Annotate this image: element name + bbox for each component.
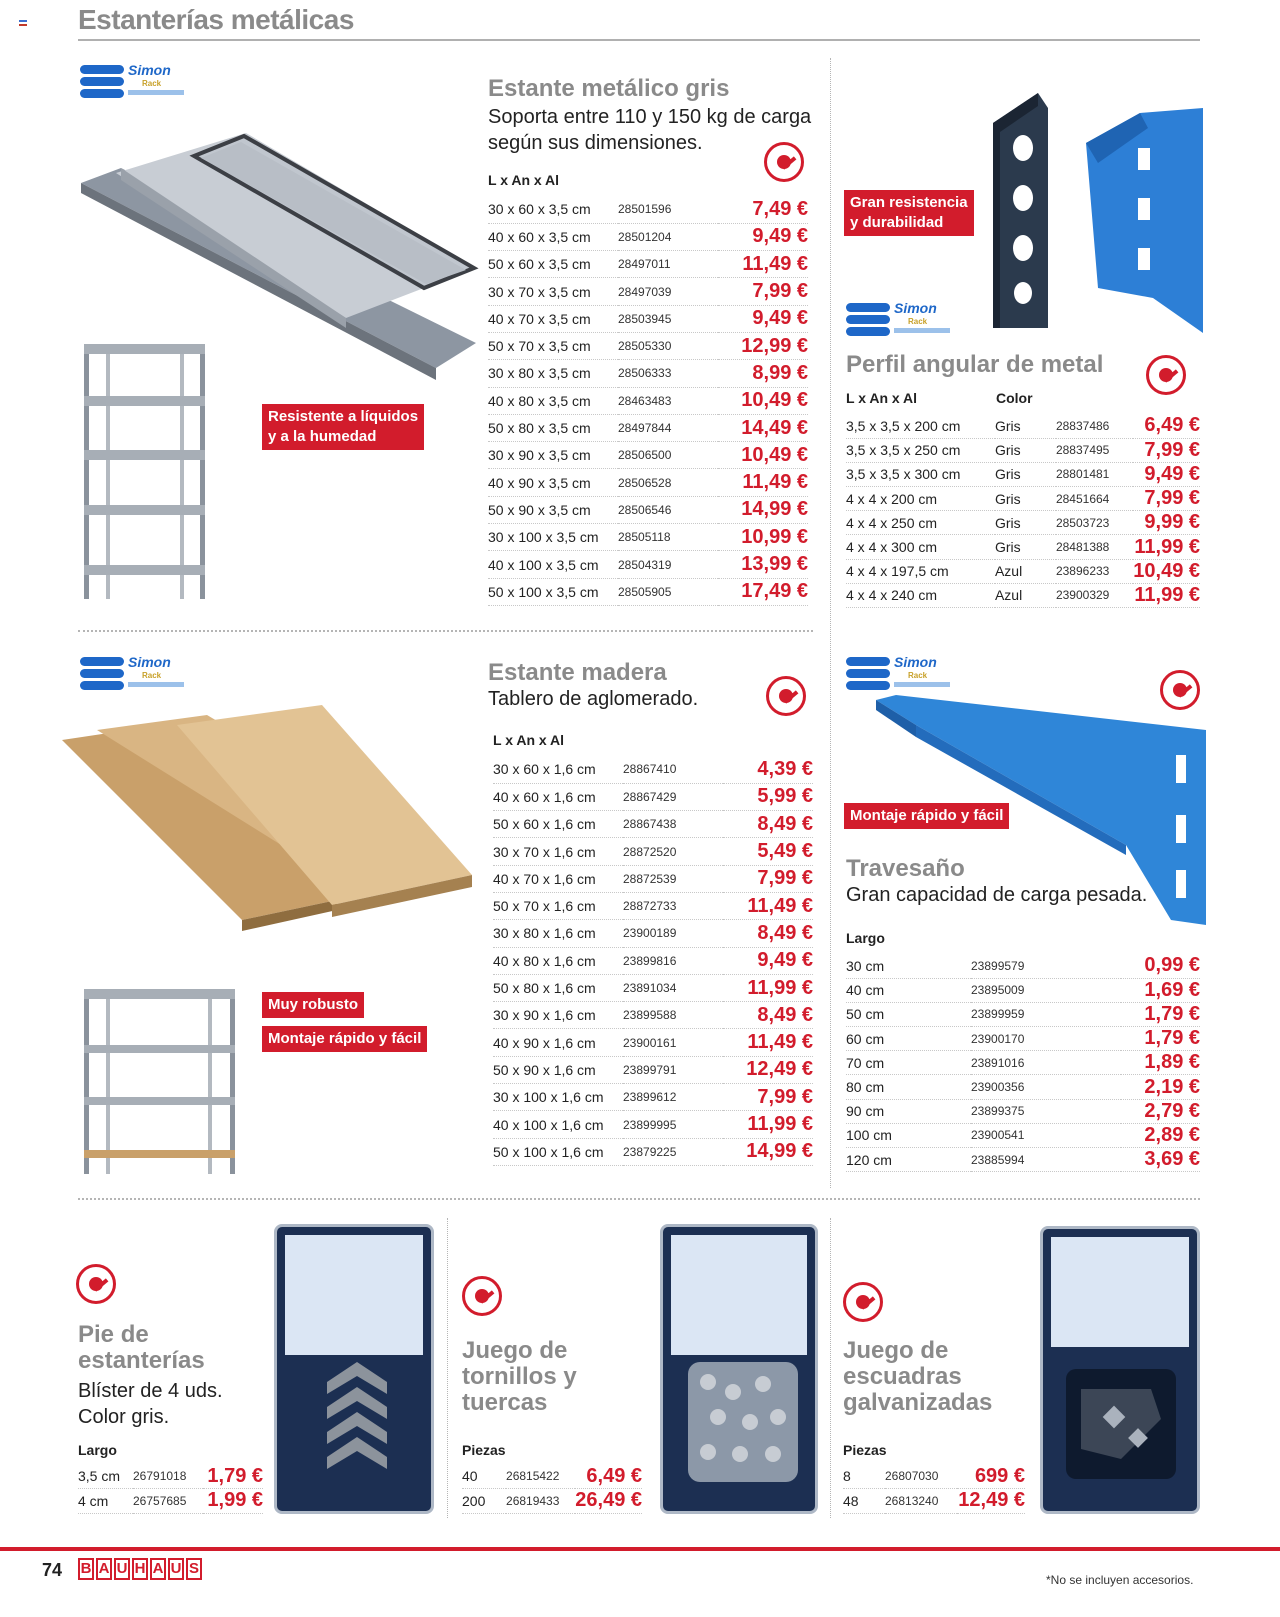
title-rule xyxy=(78,39,1200,41)
price-cell: 1,79 € xyxy=(1121,1002,1200,1026)
size-cell: 50 x 60 x 3,5 cm xyxy=(488,251,618,278)
size-cell: 50 x 80 x 3,5 cm xyxy=(488,414,618,441)
table-row xyxy=(493,947,813,974)
table-row xyxy=(488,578,808,605)
size-cell: 4 x 4 x 250 cm xyxy=(846,511,995,535)
size-cell: 3,5 x 3,5 x 250 cm xyxy=(846,438,995,462)
article-code-cell: 26813240 xyxy=(885,1489,957,1514)
product-description: Blíster de 4 uds. Color gris. xyxy=(78,1380,223,1428)
product-description: Soporta entre 110 y 150 kg de carga según sus dimensiones. xyxy=(488,106,812,154)
article-code-cell: 28506333 xyxy=(618,360,718,387)
size-cell: 40 x 100 x 3,5 cm xyxy=(488,551,618,578)
table-row xyxy=(488,496,808,523)
size-cell: 100 cm xyxy=(846,1123,971,1147)
price-cell: 1,89 € xyxy=(1121,1051,1200,1075)
price-cell: 9,49 € xyxy=(718,223,808,250)
simon-rack-logo: Simon Rack xyxy=(80,654,190,696)
arrow-link-icon[interactable] xyxy=(766,676,806,716)
article-code-cell: 23899375 xyxy=(971,1099,1121,1123)
article-code-cell: 23891034 xyxy=(623,974,723,1001)
size-cell: 48 xyxy=(843,1489,885,1514)
size-cell: 50 x 70 x 3,5 cm xyxy=(488,332,618,359)
table-row xyxy=(843,1489,1025,1514)
price-table xyxy=(493,756,813,1166)
size-cell: 3,5 x 3,5 x 200 cm xyxy=(846,414,995,438)
table-row xyxy=(846,511,1200,535)
price-cell: 14,99 € xyxy=(723,1138,813,1165)
article-code-cell: 23900541 xyxy=(971,1123,1121,1147)
table-row xyxy=(493,783,813,810)
price-cell: 8,49 € xyxy=(723,811,813,838)
price-cell: 5,99 € xyxy=(723,783,813,810)
footer-rule xyxy=(0,1547,1280,1551)
price-table xyxy=(843,1464,1025,1514)
price-cell: 11,99 € xyxy=(723,1111,813,1138)
feature-tag-durability: Gran resistencia y durabilidad xyxy=(844,190,974,236)
size-cell: 40 x 90 x 3,5 cm xyxy=(488,469,618,496)
price-cell: 8,49 € xyxy=(723,920,813,947)
product-description: Tablero de aglomerado. xyxy=(488,688,699,710)
article-code-cell: 23900170 xyxy=(971,1027,1121,1051)
column-header: Piezas xyxy=(843,1442,887,1458)
table-row xyxy=(846,978,1200,1002)
price-cell: 0,99 € xyxy=(1121,954,1200,978)
size-cell: 40 xyxy=(462,1464,506,1489)
article-code-cell: 23899791 xyxy=(623,1056,723,1083)
article-code-cell: 23899816 xyxy=(623,947,723,974)
price-cell: 11,49 € xyxy=(718,251,808,278)
brand-letter: B xyxy=(78,1558,94,1580)
color-cell: Gris xyxy=(995,535,1056,559)
corner-mark xyxy=(19,20,27,26)
table-row xyxy=(846,1027,1200,1051)
feature-tag-easy-assembly: Montaje rápido y fácil xyxy=(844,803,1009,829)
price-cell: 9,99 € xyxy=(1133,511,1200,535)
price-table xyxy=(846,414,1200,608)
article-code-cell: 23899959 xyxy=(971,1002,1121,1026)
table-row xyxy=(488,223,808,250)
column-divider xyxy=(830,58,831,1188)
price-cell: 7,99 € xyxy=(1133,438,1200,462)
article-code-cell: 23900356 xyxy=(971,1075,1121,1099)
table-row xyxy=(488,251,808,278)
table-row xyxy=(493,1029,813,1056)
size-cell: 50 x 80 x 1,6 cm xyxy=(493,974,623,1001)
price-cell: 9,49 € xyxy=(723,947,813,974)
article-code-cell: 28497844 xyxy=(618,414,718,441)
table-row xyxy=(846,462,1200,486)
price-cell: 1,79 € xyxy=(203,1464,263,1489)
article-code-cell: 23900329 xyxy=(1056,583,1133,607)
table-row xyxy=(846,414,1200,438)
table-row xyxy=(493,756,813,783)
size-cell: 4 x 4 x 300 cm xyxy=(846,535,995,559)
size-cell: 40 x 60 x 3,5 cm xyxy=(488,223,618,250)
size-cell: 30 x 90 x 3,5 cm xyxy=(488,442,618,469)
row-divider-left xyxy=(78,630,813,632)
table-row xyxy=(846,1123,1200,1147)
size-cell: 30 x 70 x 3,5 cm xyxy=(488,278,618,305)
article-code-cell: 23899612 xyxy=(623,1084,723,1111)
product-description: Gran capacidad de carga pesada. xyxy=(846,884,1148,906)
brand-letter: U xyxy=(114,1558,130,1580)
size-cell: 50 x 60 x 1,6 cm xyxy=(493,811,623,838)
table-row xyxy=(846,559,1200,583)
table-row xyxy=(488,524,808,551)
price-cell: 8,49 € xyxy=(723,1002,813,1029)
table-row xyxy=(488,332,808,359)
price-cell: 1,79 € xyxy=(1121,1027,1200,1051)
table-row xyxy=(78,1489,263,1514)
product-title: Juego de escuadras galvanizadas xyxy=(843,1337,993,1416)
table-row xyxy=(846,1099,1200,1123)
size-cell: 3,5 cm xyxy=(78,1464,133,1489)
product-title: Travesaño xyxy=(846,855,965,882)
page-title: Estanterías metálicas xyxy=(78,4,354,35)
size-cell: 200 xyxy=(462,1489,506,1514)
color-cell: Gris xyxy=(995,414,1056,438)
article-code-cell: 28503723 xyxy=(1056,511,1133,535)
size-cell: 80 cm xyxy=(846,1075,971,1099)
article-code-cell: 28506528 xyxy=(618,469,718,496)
brand-letter: H xyxy=(132,1558,148,1580)
size-cell: 4 cm xyxy=(78,1489,133,1514)
color-cell: Gris xyxy=(995,511,1056,535)
price-cell: 1,69 € xyxy=(1121,978,1200,1002)
table-row xyxy=(493,1084,813,1111)
table-row xyxy=(78,1464,263,1489)
price-cell: 12,49 € xyxy=(958,1489,1025,1512)
price-cell: 11,49 € xyxy=(723,1029,813,1056)
angle-profile-image xyxy=(988,88,1208,333)
article-code-cell: 28497011 xyxy=(618,251,718,278)
size-cell: 50 x 90 x 3,5 cm xyxy=(488,496,618,523)
size-cell: 40 x 80 x 3,5 cm xyxy=(488,387,618,414)
table-row xyxy=(493,974,813,1001)
size-cell: 40 cm xyxy=(846,978,971,1002)
column-header: Largo xyxy=(846,930,885,946)
price-cell: 13,99 € xyxy=(718,551,808,578)
article-code-cell: 26757685 xyxy=(133,1489,203,1514)
color-cell: Azul xyxy=(995,583,1056,607)
size-cell: 50 x 70 x 1,6 cm xyxy=(493,892,623,919)
table-row xyxy=(493,1138,813,1165)
article-code-cell: 28867438 xyxy=(623,811,723,838)
size-cell: 30 x 80 x 3,5 cm xyxy=(488,360,618,387)
article-code-cell: 23899579 xyxy=(971,954,1121,978)
size-cell: 40 x 90 x 1,6 cm xyxy=(493,1029,623,1056)
color-cell: Azul xyxy=(995,559,1056,583)
price-cell: 5,49 € xyxy=(723,838,813,865)
column-header: Piezas xyxy=(462,1442,506,1458)
article-code-cell: 28504319 xyxy=(618,551,718,578)
table-row xyxy=(493,920,813,947)
price-cell: 7,99 € xyxy=(718,278,808,305)
article-code-cell: 28837495 xyxy=(1056,438,1133,462)
price-cell: 10,49 € xyxy=(718,387,808,414)
article-code-cell: 23879225 xyxy=(623,1138,723,1165)
price-table xyxy=(462,1464,642,1514)
table-row xyxy=(488,360,808,387)
article-code-cell: 28872520 xyxy=(623,838,723,865)
table-row xyxy=(488,387,808,414)
table-row xyxy=(493,1111,813,1138)
feature-tag-robust: Muy robusto xyxy=(262,992,364,1018)
article-code-cell: 28837486 xyxy=(1056,414,1133,438)
size-cell: 40 x 100 x 1,6 cm xyxy=(493,1111,623,1138)
price-cell: 11,99 € xyxy=(1134,535,1200,558)
size-cell: 3,5 x 3,5 x 300 cm xyxy=(846,462,995,486)
feature-tag-liquid-resistant: Resistente a líquidos y a la humedad xyxy=(262,404,424,450)
table-row xyxy=(488,305,808,332)
price-cell: 1,99 € xyxy=(203,1489,263,1514)
price-cell: 7,99 € xyxy=(723,865,813,892)
price-cell: 11,99 € xyxy=(723,974,813,1001)
size-cell: 40 x 70 x 1,6 cm xyxy=(493,865,623,892)
size-cell: 30 x 60 x 1,6 cm xyxy=(493,756,623,783)
size-cell: 50 cm xyxy=(846,1002,971,1026)
size-cell: 50 x 90 x 1,6 cm xyxy=(493,1056,623,1083)
price-cell: 11,49 € xyxy=(718,469,808,496)
column-header: Largo xyxy=(78,1442,117,1458)
price-cell: 2,19 € xyxy=(1121,1075,1200,1099)
article-code-cell: 26815422 xyxy=(506,1464,575,1489)
size-cell: 120 cm xyxy=(846,1148,971,1172)
article-code-cell: 23899995 xyxy=(623,1111,723,1138)
table-row xyxy=(493,1056,813,1083)
simon-rack-logo: Simon Rack xyxy=(80,62,190,104)
brand-letter: U xyxy=(168,1558,184,1580)
article-code-cell: 28501596 xyxy=(618,196,718,223)
size-cell: 4 x 4 x 200 cm xyxy=(846,487,995,511)
size-cell: 30 x 80 x 1,6 cm xyxy=(493,920,623,947)
price-cell: 17,49 € xyxy=(718,578,808,605)
metal-rack-image xyxy=(80,340,210,605)
article-code-cell: 26819433 xyxy=(506,1489,575,1514)
price-table xyxy=(488,196,808,606)
page-number: 74 xyxy=(42,1560,63,1580)
color-cell: Gris xyxy=(995,487,1056,511)
article-code-cell: 23895009 xyxy=(971,978,1121,1002)
article-code-cell: 28505118 xyxy=(618,524,718,551)
wood-shelf-image xyxy=(62,705,482,945)
size-cell: 30 x 70 x 1,6 cm xyxy=(493,838,623,865)
table-row xyxy=(462,1464,642,1489)
feature-tag-easy-assembly: Montaje rápido y fácil xyxy=(262,1026,427,1052)
table-row xyxy=(846,583,1200,607)
price-cell: 12,49 € xyxy=(723,1056,813,1083)
price-cell: 10,49 € xyxy=(718,442,808,469)
article-code-cell: 28505905 xyxy=(618,578,718,605)
size-cell: 70 cm xyxy=(846,1051,971,1075)
price-cell: 4,39 € xyxy=(723,756,813,783)
product-title: Pie de estanterías xyxy=(78,1321,205,1374)
price-cell: 6,49 € xyxy=(1133,414,1200,438)
color-cell: Gris xyxy=(995,462,1056,486)
price-table xyxy=(78,1464,263,1514)
blister-pack-screws-image xyxy=(660,1224,818,1514)
article-code-cell: 28503945 xyxy=(618,305,718,332)
table-row xyxy=(846,487,1200,511)
article-code-cell: 28867429 xyxy=(623,783,723,810)
column-header-color: Color xyxy=(996,390,1033,406)
article-code-cell: 28451664 xyxy=(1056,487,1133,511)
footnote: *No se incluyen accesorios. xyxy=(1046,1573,1194,1587)
arrow-link-icon[interactable] xyxy=(843,1282,883,1322)
simon-rack-logo: Simon Rack xyxy=(846,654,956,696)
size-cell: 8 xyxy=(843,1464,885,1489)
article-code-cell: 23900161 xyxy=(623,1029,723,1056)
table-row xyxy=(846,438,1200,462)
metal-wood-rack-image xyxy=(80,985,240,1180)
article-code-cell: 28872733 xyxy=(623,892,723,919)
article-code-cell: 23899588 xyxy=(623,1002,723,1029)
arrow-link-icon[interactable] xyxy=(764,142,804,182)
price-cell: 7,99 € xyxy=(1133,487,1200,511)
bauhaus-logo xyxy=(78,1558,202,1580)
article-code-cell: 28463483 xyxy=(618,387,718,414)
size-cell: 50 x 100 x 1,6 cm xyxy=(493,1138,623,1165)
table-row xyxy=(846,954,1200,978)
price-cell: 10,49 € xyxy=(1133,559,1200,582)
article-code-cell: 28506546 xyxy=(618,496,718,523)
price-cell: 699 € xyxy=(957,1464,1025,1489)
size-cell: 30 x 100 x 1,6 cm xyxy=(493,1084,623,1111)
product-title: Perfil angular de metal xyxy=(846,351,1104,378)
bottom-divider-2 xyxy=(830,1218,831,1518)
price-cell: 2,89 € xyxy=(1121,1123,1200,1147)
price-cell: 3,69 € xyxy=(1121,1148,1200,1172)
arrow-link-icon[interactable] xyxy=(462,1276,502,1316)
price-cell: 7,49 € xyxy=(718,196,808,223)
size-cell: 30 x 60 x 3,5 cm xyxy=(488,196,618,223)
article-code-cell: 28481388 xyxy=(1056,535,1133,559)
table-row xyxy=(488,442,808,469)
table-row xyxy=(462,1489,642,1514)
size-cell: 30 cm xyxy=(846,954,971,978)
size-cell: 60 cm xyxy=(846,1027,971,1051)
price-cell: 9,49 € xyxy=(718,305,808,332)
arrow-link-icon[interactable] xyxy=(1146,355,1186,395)
table-row xyxy=(488,469,808,496)
product-title: Estante metálico gris xyxy=(488,75,730,102)
column-header: L x An x Al xyxy=(493,732,565,748)
article-code-cell: 28501204 xyxy=(618,223,718,250)
price-cell: 11,99 € xyxy=(1134,583,1200,606)
article-code-cell: 28497039 xyxy=(618,278,718,305)
table-row xyxy=(488,414,808,441)
table-row xyxy=(846,1051,1200,1075)
table-row xyxy=(843,1464,1025,1489)
article-code-cell: 23896233 xyxy=(1056,559,1133,583)
size-cell: 90 cm xyxy=(846,1099,971,1123)
table-row xyxy=(846,535,1200,559)
price-cell: 10,99 € xyxy=(718,524,808,551)
price-cell: 26,49 € xyxy=(575,1489,642,1512)
color-cell: Gris xyxy=(995,438,1056,462)
article-code-cell: 28505330 xyxy=(618,332,718,359)
table-row xyxy=(846,1148,1200,1172)
price-cell: 11,49 € xyxy=(723,892,813,919)
size-cell: 4 x 4 x 197,5 cm xyxy=(846,559,995,583)
price-cell: 6,49 € xyxy=(575,1464,642,1489)
row-divider-bottom xyxy=(78,1198,1200,1200)
price-cell: 14,99 € xyxy=(718,496,808,523)
table-row xyxy=(493,892,813,919)
table-row xyxy=(493,1002,813,1029)
brand-letter: A xyxy=(150,1558,166,1580)
price-cell: 7,99 € xyxy=(723,1084,813,1111)
article-code-cell: 23885994 xyxy=(971,1148,1121,1172)
column-header: L x An x Al xyxy=(846,390,918,406)
product-title: Estante madera xyxy=(488,659,667,686)
blister-pack-feet-image xyxy=(274,1224,434,1514)
price-table xyxy=(846,954,1200,1172)
size-cell: 30 x 100 x 3,5 cm xyxy=(488,524,618,551)
table-row xyxy=(488,551,808,578)
table-row xyxy=(493,811,813,838)
table-row xyxy=(488,196,808,223)
product-title: Juego de tornillos y tuercas xyxy=(462,1337,577,1416)
size-cell: 50 x 100 x 3,5 cm xyxy=(488,578,618,605)
size-cell: 4 x 4 x 240 cm xyxy=(846,583,995,607)
bottom-divider-1 xyxy=(447,1218,448,1518)
table-row xyxy=(493,838,813,865)
price-cell: 8,99 € xyxy=(718,360,808,387)
article-code-cell: 23900189 xyxy=(623,920,723,947)
article-code-cell: 26807030 xyxy=(885,1464,957,1489)
table-row xyxy=(846,1075,1200,1099)
size-cell: 40 x 60 x 1,6 cm xyxy=(493,783,623,810)
price-cell: 9,49 € xyxy=(1133,462,1200,486)
table-row xyxy=(488,278,808,305)
size-cell: 40 x 80 x 1,6 cm xyxy=(493,947,623,974)
table-row xyxy=(846,1002,1200,1026)
article-code-cell: 28506500 xyxy=(618,442,718,469)
price-cell: 12,99 € xyxy=(718,332,808,359)
size-cell: 30 x 90 x 1,6 cm xyxy=(493,1002,623,1029)
article-code-cell: 28872539 xyxy=(623,865,723,892)
brand-letter: S xyxy=(186,1558,202,1580)
simon-rack-logo: Simon Rack xyxy=(846,300,956,342)
article-code-cell: 28867410 xyxy=(623,756,723,783)
article-code-cell: 23891016 xyxy=(971,1051,1121,1075)
price-cell: 2,79 € xyxy=(1121,1099,1200,1123)
price-cell: 14,49 € xyxy=(718,414,808,441)
article-code-cell: 26791018 xyxy=(133,1464,203,1489)
size-cell: 40 x 70 x 3,5 cm xyxy=(488,305,618,332)
blister-pack-brackets-image xyxy=(1040,1226,1200,1514)
arrow-link-icon[interactable] xyxy=(76,1264,116,1304)
brand-letter: A xyxy=(96,1558,112,1580)
column-header: L x An x Al xyxy=(488,172,560,188)
article-code-cell: 28801481 xyxy=(1056,462,1133,486)
table-row xyxy=(493,865,813,892)
